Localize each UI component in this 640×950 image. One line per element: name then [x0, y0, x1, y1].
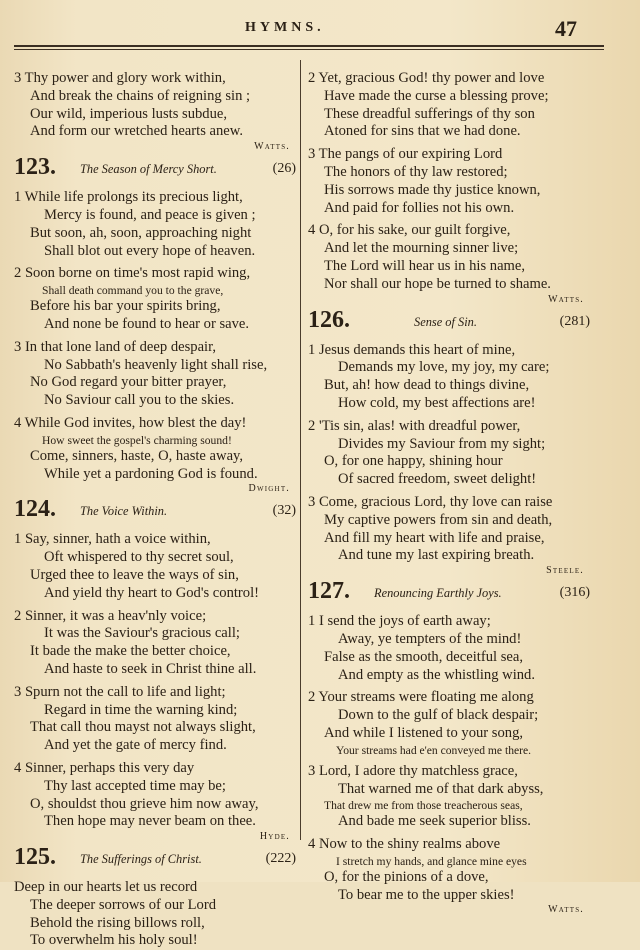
verse-line: It was the Saviour's gracious call;	[44, 625, 240, 642]
hymn-number: 123.	[14, 154, 56, 181]
stanza	[308, 418, 590, 489]
verse-line: His sorrows made thy justice known,	[324, 181, 541, 198]
verse-line: And while I listened to your song,	[324, 724, 524, 741]
verse-line: 3 Thy power and glory work within,	[14, 70, 226, 86]
stanza	[14, 189, 296, 260]
verse-line: Demands my love, my joy, my care;	[338, 359, 550, 376]
stanza	[14, 531, 296, 602]
verse-line: 1 Jesus demands this heart of mine,	[308, 341, 516, 358]
verse-line: Urged thee to leave the ways of sin,	[30, 566, 239, 583]
verse-line: Nor shall our hope be turned to shame.	[324, 275, 551, 292]
running-title: HYMNS.	[245, 20, 325, 35]
verse-line: Have made the curse a blessing prove;	[324, 87, 549, 104]
stanza	[14, 339, 296, 410]
verse-line: Before his bar your spirits bring,	[30, 298, 221, 315]
hymn-heading	[14, 156, 296, 184]
verse-line: Shall death command you to the grave,	[42, 284, 224, 298]
verse-line: Of sacred freedom, sweet delight!	[338, 471, 537, 488]
verse-line: 3 In that lone land of deep despair,	[14, 338, 217, 355]
verse-line: And bade me seek superior bliss.	[338, 813, 531, 830]
verse-line: How sweet the gospel's charming sound!	[42, 433, 232, 447]
verse-line: While yet a pardoning God is found.	[44, 465, 258, 482]
verse-line: And none be found to hear or save.	[44, 315, 250, 332]
verse-line: Behold the rising billows roll,	[30, 914, 205, 931]
stanza	[14, 265, 296, 333]
hymn-author: Hyde.	[259, 831, 290, 843]
hymn-title: The Sufferings of Christ.	[80, 852, 202, 867]
verse-line: 4 While God invites, how blest the day!	[14, 414, 247, 431]
hymn-meter: (222)	[265, 851, 296, 867]
verse-line: No God regard your bitter prayer,	[30, 374, 227, 391]
hymn-number: 126.	[308, 306, 350, 333]
verse-line: And yield thy heart to God's control!	[44, 584, 260, 601]
verse-line: And fill my heart with life and praise,	[324, 529, 545, 546]
verse-line: I stretch my hands, and glance mine eyes	[336, 854, 527, 868]
verse-line: No Sabbath's heavenly light shall rise,	[44, 356, 268, 373]
stanza	[14, 608, 296, 679]
hymn-meter: (32)	[272, 503, 296, 519]
hymn-author: Watts.	[548, 904, 584, 916]
verse-line: To bear me to the upper skies!	[338, 886, 515, 903]
hymn-number: 125.	[14, 844, 56, 871]
hymn-number: 124.	[14, 496, 56, 523]
verse-line: That call thou mayst not always slight,	[30, 719, 256, 736]
stanza	[308, 763, 590, 831]
verse-line: But soon, ah, soon, approaching night	[30, 224, 252, 241]
stanza	[14, 684, 296, 755]
stanza	[308, 836, 590, 916]
left-column	[14, 64, 296, 950]
hymn-title: The Season of Mercy Short.	[80, 162, 217, 177]
verse-line: 2 Yet, gracious God! thy power and love	[308, 70, 545, 86]
hymn-author: Watts.	[548, 293, 584, 305]
stanza	[308, 222, 590, 305]
stanza	[308, 613, 590, 684]
verse-line: Deep in our hearts let us record	[14, 879, 198, 896]
verse-line: And paid for follies not his own.	[324, 199, 515, 216]
stanza	[308, 146, 590, 217]
hymn-heading	[308, 580, 590, 608]
verse-line: And let the mourning sinner live;	[324, 240, 519, 257]
hymn-title: The Voice Within.	[80, 504, 168, 519]
verse-line: Thy last accepted time may be;	[44, 777, 226, 794]
verse-line: O, for one happy, shining hour	[324, 453, 503, 470]
verse-line: 2 'Tis sin, alas! with dreadful power,	[308, 417, 521, 434]
verse-line: And haste to seek in Christ thine all.	[44, 660, 257, 677]
stanza	[14, 70, 296, 153]
verse-line: And tune my last expiring breath.	[338, 547, 535, 564]
verse-line: 2 Soon borne on time's most rapid wing,	[14, 265, 251, 282]
hymn-title: Sense of Sin.	[414, 314, 477, 329]
stanza	[14, 760, 296, 843]
verse-line: Our wild, imperious lusts subdue,	[30, 105, 228, 122]
stanza	[308, 494, 590, 577]
hymn-author: Watts.	[254, 141, 290, 153]
verse-line: But, ah! how dead to things divine,	[324, 377, 530, 394]
verse-line: 3 Spurn not the call to life and light;	[14, 683, 226, 700]
hymn-meter: (26)	[272, 161, 296, 177]
header-rule-thin	[14, 49, 604, 50]
verse-line: 3 Lord, I adore thy matchless grace,	[308, 762, 518, 779]
verse-line: That warned me of that dark abyss,	[338, 780, 544, 797]
verse-line: Come, sinners, haste, O, haste away,	[30, 447, 244, 464]
hymn-heading	[308, 306, 590, 337]
hymn-number: 127.	[308, 578, 350, 605]
verse-line: No Saviour call you to the skies.	[44, 392, 235, 409]
hymn-heading	[14, 846, 296, 874]
verse-line: Oft whispered to thy secret soul,	[44, 549, 234, 566]
verse-line: 4 Now to the shiny realms above	[308, 836, 501, 853]
verse-line: Regard in time the warning kind;	[44, 701, 238, 718]
verse-line: The honors of thy law restored;	[324, 163, 508, 180]
stanza	[14, 415, 296, 495]
verse-line: 1 While life prolongs its precious light,	[14, 189, 243, 206]
verse-line: Then hope may never beam on thee.	[44, 813, 256, 830]
stanza	[308, 342, 590, 413]
verse-line: And form our wretched hearts anew.	[30, 123, 244, 140]
verse-line: 3 The pangs of our expiring Lord	[308, 146, 503, 163]
right-column	[308, 64, 590, 916]
page-header	[0, 18, 640, 48]
hymn-heading	[14, 498, 296, 526]
verse-line: Your streams had e'en conveyed me there.	[336, 743, 532, 757]
verse-line: And break the chains of reigning sin ;	[30, 87, 251, 104]
verse-line: O, for the pinions of a dove,	[324, 868, 489, 885]
verse-line: How cold, my best affections are!	[338, 394, 536, 411]
verse-line: 1 Say, sinner, hath a voice within,	[14, 531, 211, 548]
verse-line: To overwhelm his holy soul!	[30, 932, 198, 949]
verse-line: The deeper sorrows of our Lord	[30, 896, 217, 913]
verse-line: Atoned for sins that we had done.	[324, 123, 521, 140]
verse-line: That drew me from those treacherous seas,	[324, 799, 523, 813]
verse-line: And empty as the whistling wind.	[338, 666, 536, 683]
verse-line: Mercy is found, and peace is given ;	[44, 206, 256, 223]
verse-line: These dreadful sufferings of thy son	[324, 105, 535, 122]
verse-line: Divides my Saviour from my sight;	[338, 435, 546, 452]
verse-line: And yet the gate of mercy find.	[44, 737, 227, 754]
stanza	[308, 689, 590, 757]
verse-line: 1 I send the joys of earth away;	[308, 613, 491, 630]
stanza	[308, 70, 590, 141]
verse-line: Down to the gulf of black despair;	[338, 707, 539, 724]
hymn-author: Dwight.	[248, 483, 290, 495]
verse-line: O, shouldst thou grieve him now away,	[30, 795, 259, 812]
hymn-meter: (316)	[559, 585, 590, 601]
verse-line: The Lord will hear us in his name,	[324, 257, 526, 274]
verse-line: 2 Sinner, it was a heav'nly voice;	[14, 607, 207, 624]
verse-line: Shall blot out every hope of heaven.	[44, 242, 256, 259]
verse-line: 4 Sinner, perhaps this very day	[14, 759, 195, 776]
verse-line: 4 O, for his sake, our guilt forgive,	[308, 222, 511, 239]
verse-line: It bade the make the better choice,	[30, 643, 231, 660]
stanza	[14, 879, 296, 950]
hymn-meter: (281)	[559, 313, 590, 329]
page-number: 47	[555, 16, 577, 41]
verse-line: Away, ye tempters of the mind!	[338, 630, 522, 647]
verse-line: 2 Your streams were floating me along	[308, 689, 534, 706]
verse-line: False as the smooth, deceitful sea,	[324, 648, 523, 665]
verse-line: My captive powers from sin and death,	[324, 511, 553, 528]
hymn-title: Renouncing Earthly Joys.	[374, 586, 502, 601]
hymn-author: Steele.	[546, 565, 584, 577]
column-divider	[300, 60, 301, 840]
verse-line: 3 Come, gracious Lord, thy love can raise	[308, 493, 553, 510]
header-rule	[14, 45, 604, 47]
